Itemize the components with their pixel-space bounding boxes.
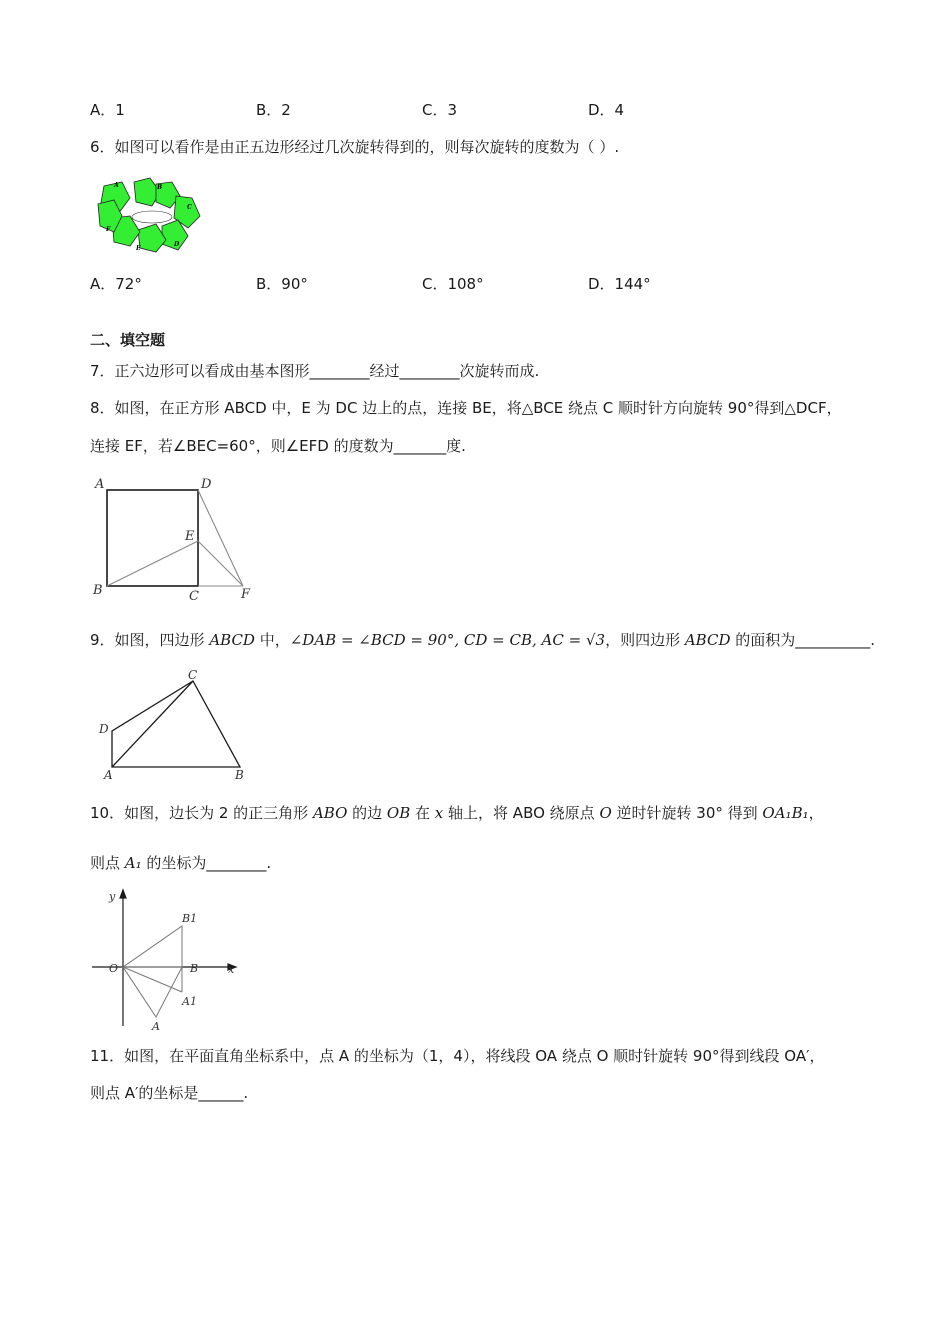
q10-label-a: A: [152, 1020, 160, 1033]
q6-option-a[interactable]: A．72°: [90, 275, 142, 293]
segment-be: [107, 541, 198, 586]
q9-quadrilateral-figure: [95, 668, 255, 784]
q10-text-h: 的坐标为________.: [141, 854, 272, 872]
q10-label-b: B: [190, 962, 199, 975]
y-axis-arrow: [120, 890, 126, 898]
q10-triangle: ABO: [312, 804, 348, 822]
q6-pentagon-ring-figure: [94, 174, 206, 256]
segment-oa1: [123, 967, 182, 992]
q8-label-a: A: [95, 477, 105, 492]
q10-label-x: x: [228, 963, 235, 976]
q7-stem: 7．正六边形可以看成由基本图形________经过________次旋转而成.: [90, 362, 540, 380]
q9-quad-name-2: ABCD: [684, 631, 731, 649]
q9-label-b: B: [235, 768, 244, 782]
q6-label-f: F: [106, 226, 111, 233]
q8-label-b: B: [93, 583, 103, 598]
q10-axis: x: [434, 804, 444, 822]
q10-text-f: ，: [808, 804, 824, 822]
q9-mid2: ，则四边形: [605, 631, 685, 649]
q9-condition: ∠DAB = ∠BCD = 90°, CD = CB, AC = √3: [289, 631, 606, 649]
q6-stem: 6．如图可以看作是由正五边形经过几次旋转得到的，则每次旋转的度数为（ ）.: [90, 138, 620, 156]
q6-option-b[interactable]: B．90°: [256, 275, 308, 293]
q8-label-e: E: [185, 529, 195, 544]
q8-label-d: D: [201, 477, 212, 492]
q10-text-c: 在: [410, 804, 435, 822]
q9-quad-name-1: ABCD: [209, 631, 255, 649]
q9-stem: [90, 630, 875, 650]
q10-text-e: 逆时针旋转 30° 得到: [611, 804, 763, 822]
segment-df: [198, 490, 243, 586]
q9-prefix: 9．如图，四边形: [90, 631, 210, 649]
q10-label-o: O: [109, 962, 119, 975]
q10-result: OA₁B₁: [762, 804, 809, 822]
q9-label-a: A: [104, 768, 113, 782]
q8-label-f: F: [241, 587, 251, 602]
quad-abcd: [112, 681, 240, 767]
triangle-oa1b1: [123, 926, 182, 967]
q10-coordinate-figure: [90, 884, 240, 1034]
q5-option-a[interactable]: A．1: [90, 101, 125, 119]
q10-label-a1: A1: [182, 995, 197, 1008]
q11-stem-line2: 则点 A′的坐标是______.: [90, 1084, 249, 1102]
q6-label-e: E: [136, 245, 141, 252]
q10-origin: O: [599, 804, 612, 822]
q5-option-d[interactable]: D．4: [588, 101, 625, 119]
q10-stem-line1: [90, 803, 824, 823]
q10-text-a: 10．如图，边长为 2 的正三角形: [90, 804, 313, 822]
center-hole: [132, 211, 172, 223]
section-2-title: 二、填空题: [90, 331, 166, 349]
q10-stem-line2: [90, 853, 271, 873]
q10-text-d: 轴上，将 ABO 绕原点: [443, 804, 600, 822]
q11-stem-line1: 11．如图，在平面直角坐标系中，点 A 的坐标为（1，4），将线段 OA 绕点 O 顺时针旋转 90°得到线段 OA′，: [90, 1047, 825, 1065]
q10-text-g: 则点: [90, 854, 125, 872]
q6-option-d[interactable]: D．144°: [588, 275, 651, 293]
q6-label-b: B: [157, 184, 163, 191]
q8-square-figure: [90, 474, 260, 604]
q9-label-d: D: [99, 722, 109, 736]
q10-edge: OB: [386, 804, 411, 822]
q8-label-c: C: [189, 589, 199, 604]
q9-mid: 中，: [254, 631, 290, 649]
q6-label-c: C: [187, 204, 192, 211]
segment-ef: [198, 541, 243, 586]
q8-stem-line1: 8．如图，在正方形 ABCD 中，E 为 DC 边上的点，连接 BE，将△BCE 绕点 C 顺时针方向旋转 90°得到△DCF，: [90, 399, 842, 417]
q9-suffix: 的面积为__________.: [730, 631, 876, 649]
q6-label-a: A: [114, 182, 119, 189]
q10-label-b1: B1: [182, 912, 198, 925]
triangle-oab: [123, 967, 182, 1017]
q5-option-b[interactable]: B．2: [256, 101, 291, 119]
q10-point: A₁: [124, 854, 142, 872]
q8-stem-line2: 连接 EF，若∠BEC=60°，则∠EFD 的度数为_______度.: [90, 437, 466, 455]
q5-option-c[interactable]: C．3: [422, 101, 458, 119]
q6-option-c[interactable]: C．108°: [422, 275, 484, 293]
q9-label-c: C: [188, 668, 198, 682]
q10-text-b: 的边: [347, 804, 387, 822]
q10-label-y: y: [109, 890, 116, 903]
q6-label-d: D: [174, 241, 180, 248]
